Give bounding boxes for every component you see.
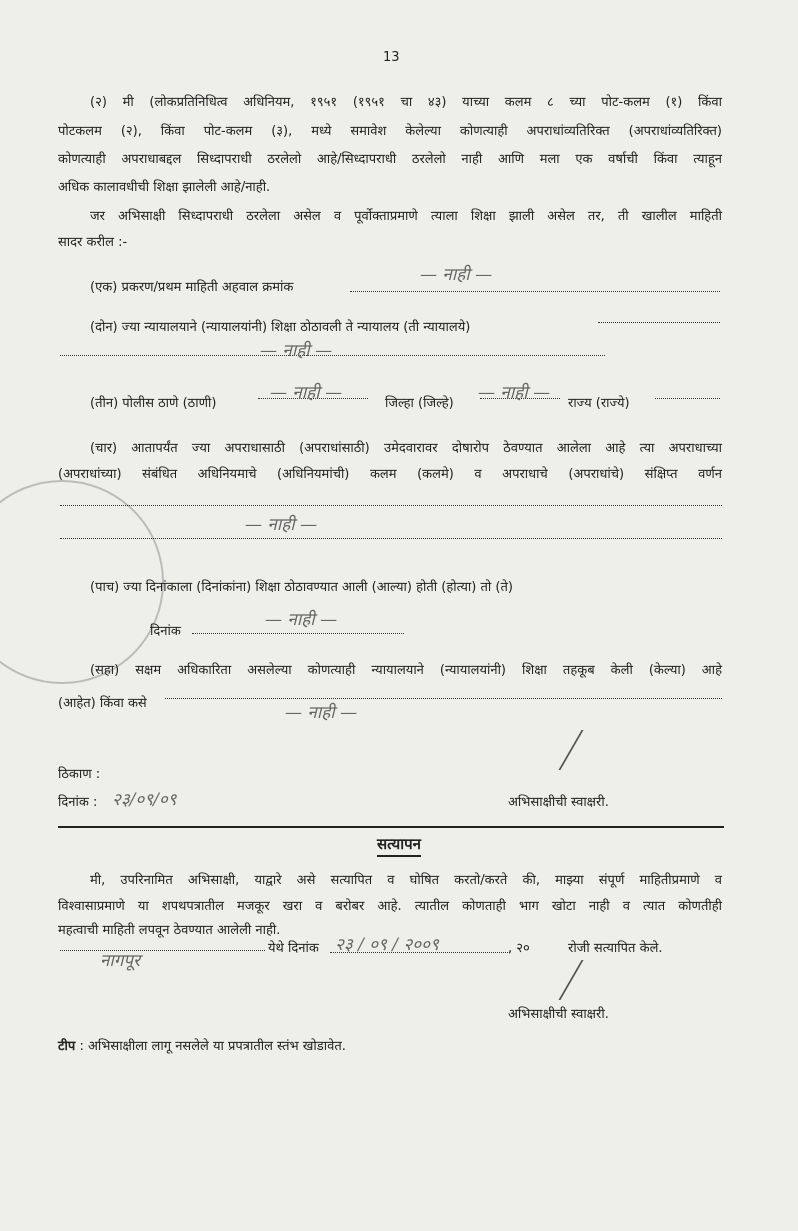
signature-label: अभिसाक्षीची स्वाक्षरी. — [508, 795, 609, 810]
verification-year: , २० — [508, 941, 530, 956]
item-six-cont: (आहेत) किंवा कसे — [58, 696, 147, 711]
signature — [558, 960, 623, 1000]
divider — [58, 826, 724, 828]
para1-line: अधिक कालावधीची शिक्षा झालेली आहे/नाही. — [58, 180, 271, 195]
verification-title-text: सत्यापन — [377, 835, 421, 857]
page-number: 13 — [383, 50, 400, 65]
handwritten-place: नागपूर — [100, 951, 141, 971]
signature — [558, 730, 623, 770]
item-three-police: (तीन) पोलीस ठाणे (ठाणी) — [90, 396, 217, 411]
handwritten-date: २३/०९/०९ — [112, 790, 177, 810]
note — [58, 1036, 346, 1054]
item-three-district: जिल्हा (जिल्हे) — [385, 396, 454, 411]
item-four: (चार) आतापर्यंत ज्या अपराधासाठी (अपराधांसाठी) उमेदवारावर दोषारोप ठेवण्यात आलेला आहे त्या अपराधाच्या — [90, 441, 722, 456]
item-six: (सहा) सक्षम अधिकारिता असलेल्या कोणत्याही न्यायालयाने (न्यायालयांनी) शिक्षा तहकूब केली (केल्या) आहे — [90, 663, 722, 678]
handwritten-nahi: — नाही — — [420, 265, 493, 285]
handwritten-date: २३ / ०९ / २००९ — [335, 935, 439, 955]
fill-line — [192, 633, 404, 634]
signature-label: अभिसाक्षीची स्वाक्षरी. — [508, 1007, 609, 1022]
fill-line — [60, 505, 722, 506]
handwritten-nahi: — नाही — — [245, 515, 318, 535]
handwritten-nahi: — नाही — — [478, 383, 551, 403]
para1-line: पोटकलम (२), किंवा पोट-कलम (३), मध्ये समावेश केलेल्या कोणत्याही अपराधांव्यतिरिक्त (अपराधांव्यतिरिक्त) — [58, 124, 722, 139]
verification-line: विश्वासाप्रमाणे या शपथपत्रातील मजकूर खरा व बरोबर आहे. त्यातील कोणताही भाग खोटा नाही व त्यात कोणतीही — [58, 899, 722, 914]
item-four-cont: (अपराधांच्या) संबंधित अधिनियमाचे (अधिनियमांची) कलम (कलमे) व अपराधाचे (अपराधांचे) संक्षिप्त वर्णन — [58, 467, 722, 482]
fill-line — [60, 355, 605, 356]
date-label: दिनांक : — [58, 795, 98, 810]
note-text: : अभिसाक्षीला लागू नसलेले या प्रपत्रातील स्तंभ खोडावेत. — [79, 1039, 346, 1054]
para1-line: कोणत्याही अपराधाबद्दल सिध्दापराधी ठरलेलो आहे/सिध्दापराधी ठरलेलो नाही आणि मला एक वर्षाची किंवा त्याहून — [58, 152, 722, 167]
handwritten-nahi: — नाही — — [260, 341, 333, 361]
item-five: (पाच) ज्या दिनांकाला (दिनांकांना) शिक्षा ठोठावण्यात आली (आल्या) होती (होत्या) तो (ते) — [90, 580, 513, 595]
handwritten-nahi: — नाही — — [285, 703, 358, 723]
verification-line: मी, उपरिनामित अभिसाक्षी, याद्वारे असे सत्यापित व घोषित करतो/करते की, माझ्या संपूर्ण माहितीप्रमाणे व — [90, 873, 722, 888]
para2-line: जर अभिसाक्षी सिध्दापराधी ठरलेला असेल व पूर्वोक्ताप्रमाणे त्याला शिक्षा झाली असेल तर, ती खालील माहिती — [90, 209, 722, 224]
verification-title — [0, 834, 798, 854]
verification-line: महत्वाची माहिती लपवून ठेवण्यात आलेली नाही. — [58, 923, 281, 938]
verification-closing: रोजी सत्यापित केले. — [568, 941, 663, 956]
fill-line — [165, 698, 722, 699]
para1-line: (२) मी (लोकप्रतिनिधित्व अधिनियम, १९५१ (१९५१ चा ४३) याच्या कलम ८ च्या पोट-कलम (१) किंवा — [90, 95, 722, 110]
item-five-date-label: दिनांक — [150, 624, 181, 639]
fill-line — [60, 950, 265, 951]
fill-line — [598, 322, 720, 323]
fill-line — [60, 538, 722, 539]
item-one: (एक) प्रकरण/प्रथम माहिती अहवाल क्रमांक — [90, 280, 294, 295]
note-label: टीप — [58, 1039, 76, 1054]
fill-line — [350, 291, 720, 292]
item-three-state: राज्य (राज्ये) — [568, 396, 630, 411]
verification-place-suffix: येथे दिनांक — [268, 941, 319, 956]
handwritten-nahi: — नाही — — [270, 383, 343, 403]
item-two: (दोन) ज्या न्यायालयाने (न्यायालयांनी) शिक्षा ठोठावली ते न्यायालय (ती न्यायालये) — [90, 320, 471, 335]
fill-line — [655, 398, 720, 399]
place-label: ठिकाण : — [58, 767, 101, 782]
para2-line: सादर करील :- — [58, 235, 128, 250]
handwritten-nahi: — नाही — — [265, 610, 338, 630]
